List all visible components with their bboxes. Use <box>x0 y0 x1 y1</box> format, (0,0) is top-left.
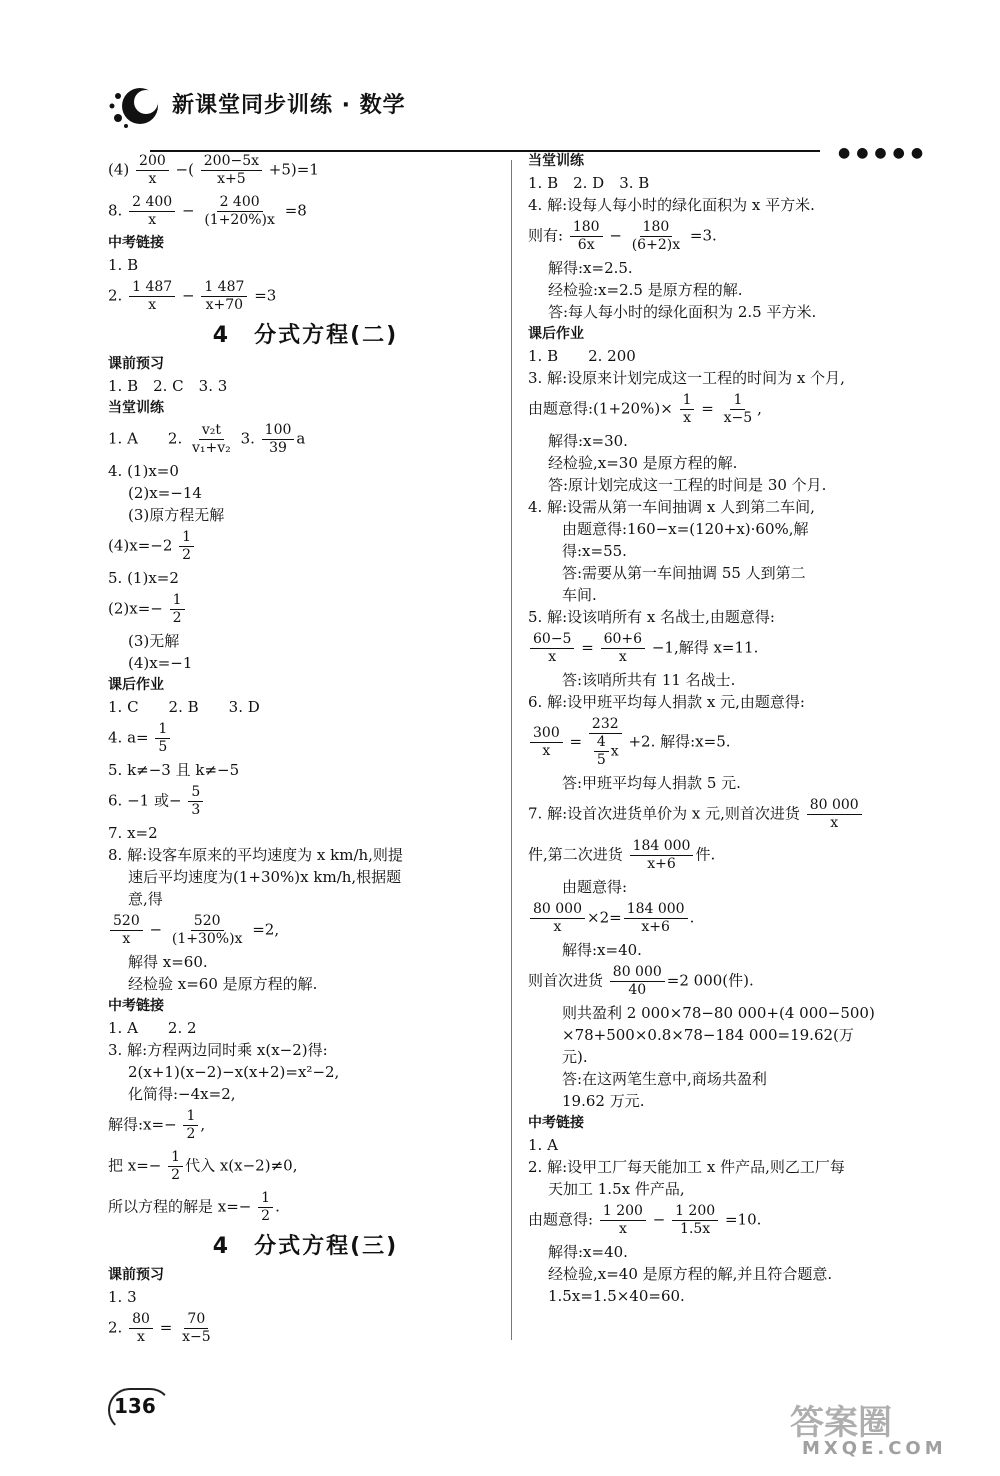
fraction: $\frac{180}{6x}$ <box>570 219 603 254</box>
fraction: $\frac{300}{x}$ <box>530 725 563 760</box>
section-heading: 当堂训练 <box>528 153 584 169</box>
answer-line: 把 x=− $\frac{1}{2}$ 代入 x(x−2)≠0, <box>108 1149 298 1183</box>
answer-line: 经检验,x=30 是原方程的解. <box>548 454 738 472</box>
answer-line: 4. 解:设需从第一车间抽调 x 人到第二车间, <box>528 498 815 516</box>
fraction: 232 $\frac{4}{5}$ x <box>589 716 622 769</box>
answer-line: 经检验:x=2.5 是原方程的解. <box>548 281 743 299</box>
section-heading: 课前预习 <box>108 356 164 372</box>
answer-line: (4)x=−2 $\frac{1}{2}$ <box>108 526 503 567</box>
fraction: $\frac{60-5}{x}$ <box>530 631 574 666</box>
answer-line: 1. A 2. $\frac{\text{v₂t}}{\text{v₁+v₂}}$ 3. $\frac{100}{39}$ a <box>108 422 306 456</box>
answer-line: 解得:x=30. <box>548 432 628 450</box>
answer-line: 所以方程的解是 x=− $\frac{1}{2}$ . <box>108 1190 280 1224</box>
answer-line: 化简得:−4x=2, <box>128 1085 236 1103</box>
answer-line: 答:甲班平均每人捐款 5 元. <box>562 774 741 792</box>
fraction: $\frac{80 000}{40}$ <box>610 964 665 999</box>
answer-line: 经检验,x=40 是原方程的解,并且符合题意. <box>548 1265 833 1283</box>
answer-line: 解得:x=40. <box>562 941 642 959</box>
fraction: $\frac{60+6}{x}$ <box>601 631 645 666</box>
answer-line: 1.5x=1.5×40=60. <box>548 1287 685 1305</box>
answer-line: 由题意得: $\frac{1 200}{x}$ − $\frac{1 200}{1.5x}$ =10. <box>528 1203 762 1237</box>
answer-line: 8. $\frac{2 400}{x}$ − $\frac{2 400}{(1+20\%)x}$ =8 <box>108 194 307 228</box>
fraction: $\frac{1 487}{x+70}$ <box>201 279 247 314</box>
fraction: $\frac{1}{2}$ <box>183 1108 198 1143</box>
answer-line: 1. B 2. C 3. 3 <box>108 377 228 395</box>
answer-line: (4) $\frac{200}{x}$ −( $\frac{200-5x}{x+5}$ +5)=1 <box>108 153 319 187</box>
answer-line: (2)x=− $\frac{1}{2}$ <box>108 589 503 630</box>
fraction: $\frac{520}{(1+30\%)x}$ <box>171 913 243 947</box>
answer-line: 经检验 x=60 是原方程的解. <box>128 975 318 993</box>
answer-line: 5. (1)x=2 <box>108 569 179 587</box>
answer-line: 3. 解:方程两边同时乘 x(x−2)得: <box>108 1041 328 1059</box>
left-column <box>108 150 503 1349</box>
section-heading: 当堂训练 <box>108 400 164 416</box>
answer-line: 由题意得:160−x=(120+x)·60%,解 <box>562 520 809 538</box>
fraction: $\frac{2 400}{(1+20\%)x}$ <box>204 194 275 228</box>
fraction: $\frac{70}{x-5}$ <box>182 1311 211 1345</box>
fraction: $\frac{2 400}{x}$ <box>129 194 175 229</box>
section-heading: 课后作业 <box>528 326 584 342</box>
answer-line: 7. x=2 <box>108 824 158 842</box>
fraction: $\frac{1}{2}$ <box>170 592 185 627</box>
answer-line: (4)x=−1 <box>128 654 193 672</box>
fraction: $\frac{1}{2}$ <box>168 1149 183 1184</box>
answer-line: 解得 x=60. <box>128 953 208 971</box>
fraction: $\frac{80 000}{x}$ <box>530 901 585 936</box>
answer-line: 则共盈利 2 000×78−80 000+(4 000−500) <box>562 1004 875 1022</box>
fraction: $\frac{\text{v₂t}}{\text{v₁+v₂}}$ <box>192 422 231 456</box>
fraction: $\frac{1}{2}$ <box>179 529 194 564</box>
answer-line: $\frac{300}{x}$ = 232 $\frac{4}{5}$ x +2. 解得:x=5. <box>528 713 918 772</box>
answer-line: 速后平均速度为(1+30%)x km/h,根据题 <box>128 868 402 886</box>
section-heading: 中考链接 <box>528 1115 584 1131</box>
answer-line: 5. k≠−3 且 k≠−5 <box>108 761 240 779</box>
fraction: $\frac{1 487}{x}$ <box>129 279 175 314</box>
answer-line: 解得:x=2.5. <box>548 259 633 277</box>
fraction: $\frac{100}{39}$ <box>262 422 295 457</box>
fraction: $\frac{200-5x}{x+5}$ <box>201 153 262 188</box>
answer-line: 2(x+1)(x−2)−x(x+2)=x²−2, <box>128 1063 340 1081</box>
answer-line: 7. 解:设首次进货单价为 x 元,则首次进货 $\frac{80 000}{x}$ <box>528 794 918 835</box>
answer-line: 意,得 <box>128 890 163 908</box>
section-heading: 课后作业 <box>108 677 164 693</box>
book-logo-icon <box>106 82 162 130</box>
answer-line: 4. 解:设每人每小时的绿化面积为 x 平方米. <box>528 196 815 214</box>
answer-line: 3. 解:设原来计划完成这一工程的时间为 x 个月, <box>528 369 845 387</box>
fraction: $\frac{184 000}{x+6}$ <box>624 901 688 936</box>
answer-line: 元). <box>562 1048 588 1066</box>
answer-line: 19.62 万元. <box>562 1092 645 1110</box>
right-column <box>528 150 918 1307</box>
answer-line: 5. 解:设该哨所有 x 名战士,由题意得: <box>528 608 775 626</box>
fraction: $\frac{520}{x}$ <box>110 913 143 948</box>
fraction: $\frac{1 200}{1.5x}$ <box>672 1203 718 1238</box>
header-dots: ●●●●● <box>838 145 930 161</box>
answer-line: (3)无解 <box>128 632 180 650</box>
fraction: $\frac{200}{x}$ <box>136 153 169 188</box>
answer-line: 件,第二次进货 $\frac{184 000}{x+6}$ 件. <box>528 838 716 872</box>
answer-line: 由题意得:(1+20%)× $\frac{1}{x}$ = $\frac{1}{x-5}$ , <box>528 392 762 426</box>
answer-line: $\frac{520}{x}$ − $\frac{520}{(1+30\%)x}$ =2, <box>108 910 503 951</box>
fraction: $\frac{5}{3}$ <box>188 784 203 819</box>
answer-line: 由题意得: <box>562 878 628 896</box>
fraction: $\frac{80 000}{x}$ <box>807 797 862 832</box>
answer-line: ×78+500×0.8×78−184 000=19.62(万 <box>562 1026 854 1044</box>
answer-line: 8. 解:设客车原来的平均速度为 x km/h,则提 <box>108 846 403 864</box>
answer-line: 4. (1)x=0 <box>108 462 179 480</box>
answer-line: 则首次进货 $\frac{80 000}{40}$ =2 000(件). <box>528 964 754 998</box>
fraction: $\frac{180}{(6+2)x}$ <box>631 219 681 253</box>
watermark-logo: 答案圈 <box>790 1403 892 1443</box>
answer-line: 2. 解:设甲工厂每天能加工 x 件产品,则乙工厂每 <box>528 1158 845 1176</box>
fraction: $\frac{184 000}{x+6}$ <box>630 838 694 873</box>
answer-line: 1. 3 <box>108 1288 137 1306</box>
answer-line: 1. B 2. D 3. B <box>528 174 650 192</box>
answer-line: 答:原计划完成这一工程的时间是 30 个月. <box>548 476 827 494</box>
chapter-title: 4 分式方程(三) <box>212 1234 399 1259</box>
page-number: 136 <box>114 1394 156 1418</box>
answer-line: 2. $\frac{1 487}{x}$ − $\frac{1 487}{x+70}$ =3 <box>108 279 277 313</box>
column-divider <box>511 160 512 1340</box>
answer-line: 1. A <box>528 1136 558 1154</box>
answer-line: 答:每人每小时的绿化面积为 2.5 平方米. <box>548 303 817 321</box>
chapter-title: 4 分式方程(二) <box>212 323 399 348</box>
fraction: $\frac{1}{5}$ <box>155 721 170 756</box>
fraction: $\frac{80}{x}$ <box>129 1311 153 1346</box>
answer-line: 4. a= $\frac{1}{5}$ <box>108 718 503 759</box>
answer-line: (2)x=−14 <box>128 484 202 502</box>
answer-line: $\frac{60-5}{x}$ = $\frac{60+6}{x}$ −1,解得 x=11. <box>528 628 918 669</box>
answer-line: 2. $\frac{80}{x}$ = $\frac{70}{x-5}$ <box>108 1308 503 1349</box>
answer-line: 1. A 2. 2 <box>108 1019 197 1037</box>
fraction: $\frac{4}{5}$ <box>594 734 609 769</box>
answer-line: $\frac{80 000}{x}$ ×2= $\frac{184 000}{x+6}$ . <box>528 898 918 939</box>
answer-line: 天加工 1.5x 件产品, <box>548 1180 685 1198</box>
answer-line: 车间. <box>562 586 597 604</box>
answer-line: 得:x=55. <box>562 542 627 560</box>
answer-line: 答:需要从第一车间抽调 55 人到第二 <box>562 564 806 582</box>
section-heading: 中考链接 <box>108 235 164 251</box>
answer-line: 则有: $\frac{180}{6x}$ − $\frac{180}{(6+2)x}$ =3. <box>528 219 717 253</box>
answer-line: 1. C 2. B 3. D <box>108 698 260 716</box>
answer-line: (3)原方程无解 <box>128 506 225 524</box>
fraction: $\frac{1}{x}$ <box>680 392 695 427</box>
answer-line: 答:在这两笔生意中,商场共盈利 <box>562 1070 767 1088</box>
fraction: $\frac{1}{x-5}$ <box>723 392 753 426</box>
watermark-url: MXQE.COM <box>802 1438 947 1459</box>
answer-line: 解得:x=− $\frac{1}{2}$ , <box>108 1108 206 1142</box>
answer-line: 解得:x=40. <box>548 1243 628 1261</box>
section-heading: 课前预习 <box>108 1267 164 1283</box>
answer-line: 6. −1 或− $\frac{5}{3}$ <box>108 781 503 822</box>
answer-line: 答:该哨所共有 11 名战士. <box>562 671 736 689</box>
fraction: $\frac{1}{2}$ <box>258 1190 273 1225</box>
section-heading: 中考链接 <box>108 998 164 1014</box>
fraction: $\frac{1 200}{x}$ <box>600 1203 646 1238</box>
answer-line: 1. B 2. 200 <box>528 347 636 365</box>
header-title: 新课堂同步训练 · 数学 <box>172 93 406 118</box>
answer-line: 6. 解:设甲班平均每人捐款 x 元,由题意得: <box>528 693 805 711</box>
answer-line: 1. B <box>108 256 139 274</box>
